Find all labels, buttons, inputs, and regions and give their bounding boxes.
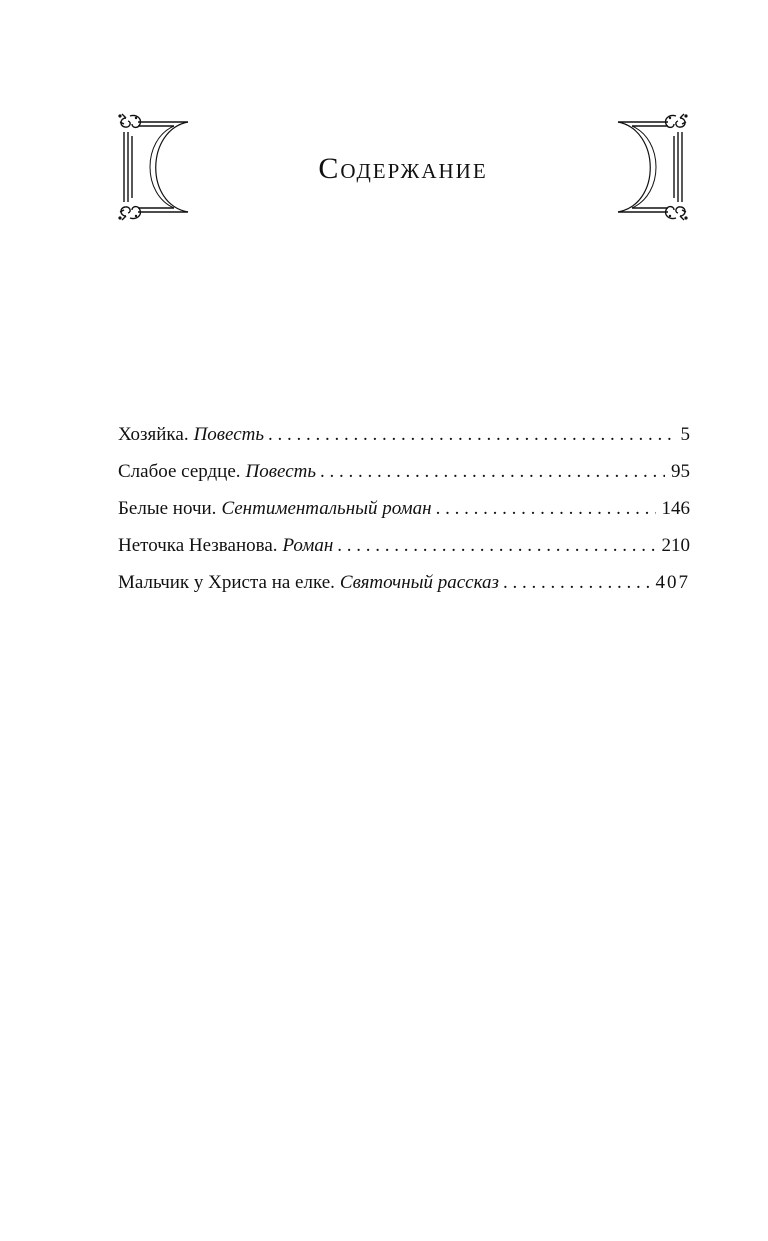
toc-entry[interactable] [118,535,690,557]
page-header [112,112,694,224]
toc-entry-genre: Повесть [245,461,316,482]
toc-entry-page: 146 [661,498,690,519]
toc-entry-title: Белые ночи. [118,498,217,519]
toc-entry-title: Слабое сердце. [118,461,241,482]
table-of-contents [118,424,690,609]
dot-leader [503,572,650,594]
toc-entry-title: Неточка Незванова. [118,535,278,556]
toc-entry[interactable] [118,461,690,483]
toc-entry-title: Хозяйка. [118,424,189,445]
toc-entry-page: 210 [661,535,690,556]
toc-entry[interactable] [118,424,690,446]
toc-entry-title: Мальчик у Христа на елке. [118,572,335,593]
ornamental-bracket-right-icon [614,112,690,222]
toc-entry-page: 5 [680,424,690,445]
dot-leader [268,424,674,446]
toc-entry-genre: Роман [282,535,334,556]
dot-leader [320,461,665,483]
toc-entry-page: 407 [655,572,690,593]
toc-entry[interactable] [118,498,690,520]
dot-leader [436,498,656,520]
toc-entry-genre: Святочный рассказ [339,572,499,593]
toc-entry[interactable] [118,572,690,594]
toc-entry-genre: Повесть [193,424,265,445]
dot-leader [337,535,655,557]
page-title: Содержание [318,152,488,185]
toc-entry-genre: Сентиментальный роман [221,498,432,519]
toc-entry-page: 95 [671,461,690,482]
